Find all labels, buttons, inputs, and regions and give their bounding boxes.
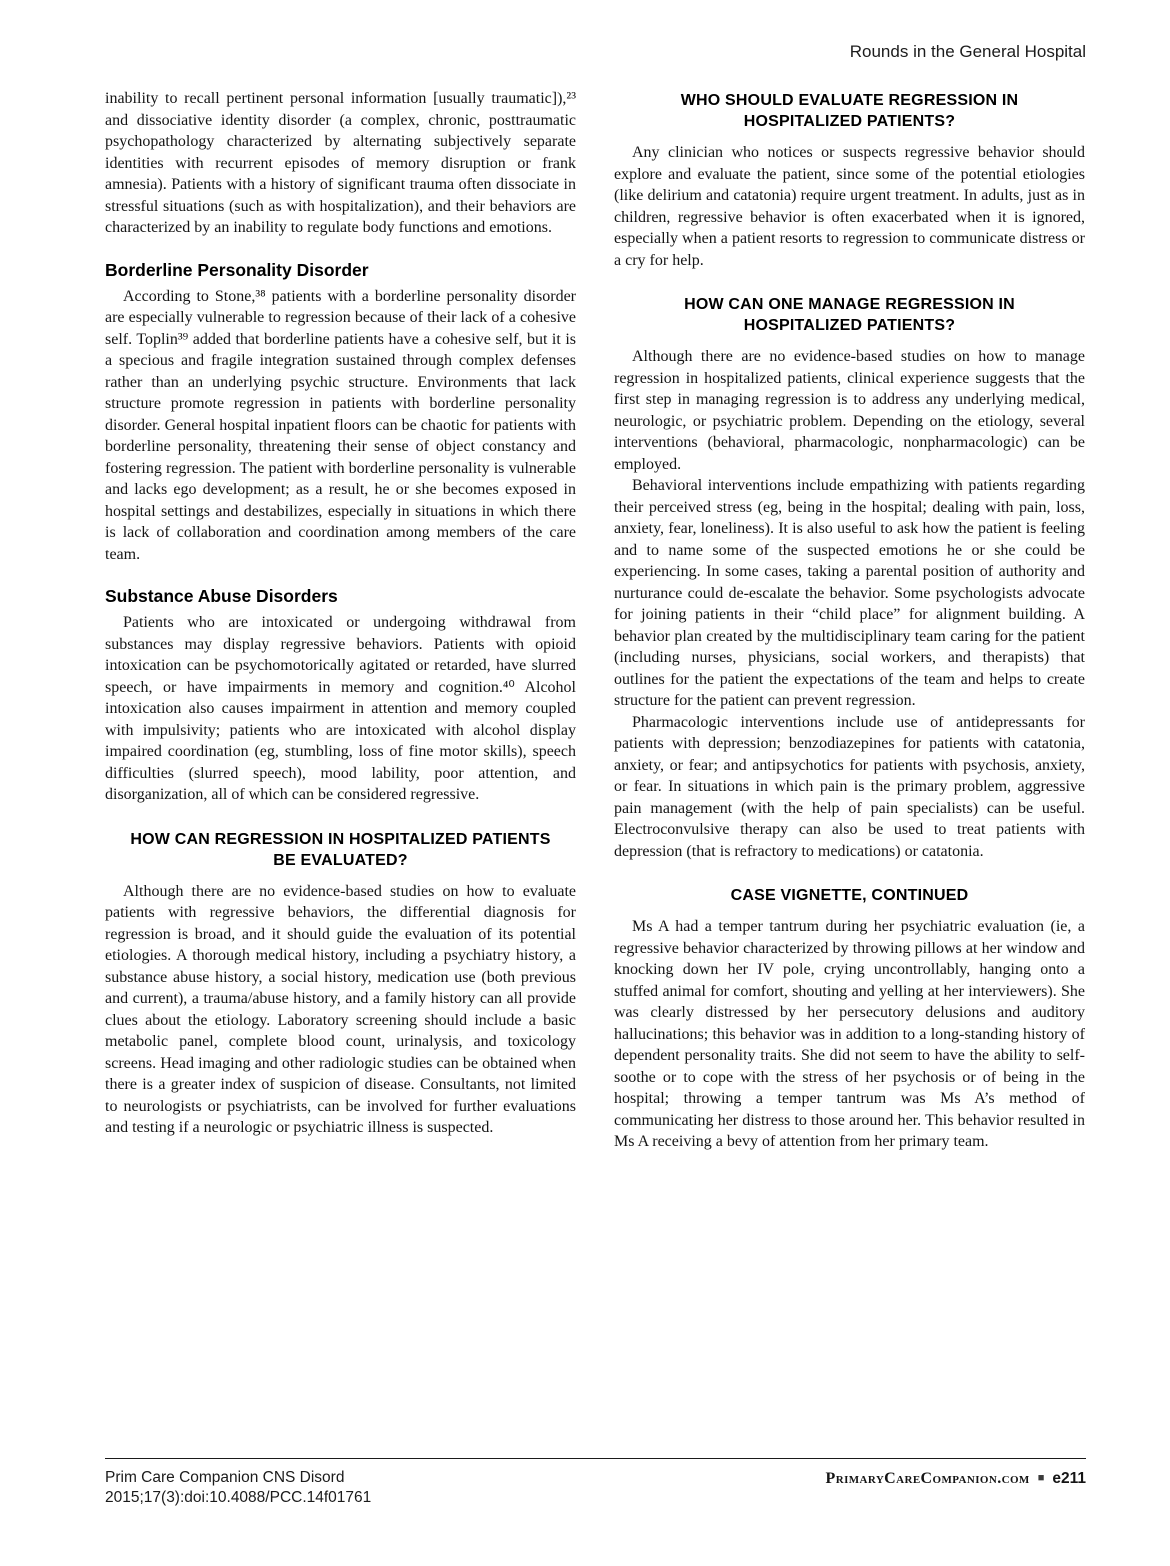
paragraph-evaluated: Although there are no evidence-based studies on how to evaluate patients with regressive behaviors, the differential diagnosis for regression is broad, and it should guide the evaluation of its potential etiologies. A thorough medical history, including a psychiatry history, a substance abuse history, a social history, medication use (both previous and current), a trauma/abuse history, and a family history can all provide clues about the etiology. Laboratory screening should include a basic metabolic panel, complete blood count, urinalysis, and toxicology screens. Head imaging and other radiologic studies can be obtained when there is a greater index of suspicion of disease. Consultants, not limited to neurologists or psychiatrists, can be involved for further evaluations and testing if a neurologic or psychiatric illness is suspected. [105,882,576,1136]
journal-website: PrimaryCareCompanion.com [825,1470,1030,1487]
paragraph-vignette: Ms A had a temper tantrum during her psychiatric evaluation (ie, a regressive behavior characterized by throwing pillows at her window and knocking down her IV pole, crying uncontrollably, hanging onto a stuffed animal for comfort, shouting and yelling at her interviewers). She was clearly distressed by her persecutory delusions and auditory hallucinations; this behavior was in addition to a long-standing history of dependent personality traits. She did not seem to have the ability to self-soothe or to cope with the stress of her psychosis or of being in the hospital; throwing a temper tantrum was Ms A’s method of communicating her distress to those around her. This behavior resulted in Ms A receiving a bevy of attention from her primary team. [614,918,1085,1150]
paragraph-substance: Patients who are intoxicated or undergoing withdrawal from substances may display regressive behaviors. Patients with opioid intoxication can be psychomotorically agitated or retarded, have slurred speech, or have impairments in memory and cognition.⁴⁰ Alcohol intoxication also causes impairment in attention and memory coupled with impulsivity; patients who are intoxicated with alcohol display impaired coordination (eg, stumbling, loss of fine motor skills), speech difficulties (slurred speech), mood lability, poor attention, and disorganization, all of which can be considered regressive. [105,614,576,803]
running-title: Rounds in the General Hospital [849,42,1086,61]
paragraph-manage-2: Behavioral interventions include empathizing with patients regarding their perceived stress (eg, being in the hospital; dealing with pain, loss, anxiety, fear, loneliness). It is also useful to ask how the patient is feeling and to name some of the suspected emotions he or she could be experiencing. In some cases, taking a parental position of authority and nurturance could de-escalate the behavior. Some psychologists advocate for joining patients in their “child place” for alignment building. A behavior plan created by the multidisciplinary team caring for the patient (including nurses, physicians, social workers, and therapists) that outlines for the patient the expectations of the team and helps to create structure for the patient can prevent regression. [614,477,1085,709]
section-heading-who-should-evaluate: WHO SHOULD EVALUATE REGRESSION IN HOSPITALIZED PATIENTS? [680,92,1019,130]
paragraph-borderline: According to Stone,³⁸ patients with a borderline personality disorder are especially vulnerable to regression because of their lack of a cohesive self. Toplin³⁹ added that borderline patients have a cohesive self, but it is a specious and fragile integration sustained through complex defenses rather than an underlying psychic structure. Environments that lack structure promote regression in patients with borderline personality disorder. General hospital inpatient floors can be chaotic for patients with borderline personality, threatening their sense of object constancy and fostering regression. The patient with borderline personality is vulnerable and lacks ego development; as a result, he or she becomes exposed in hospital settings and destabilizes, especially in situations in which there is lack of collaboration and coordination among members of the care team. [105,287,576,563]
square-separator-icon: ■ [1037,1472,1045,1484]
paragraph-manage-3: Pharmacologic interventions include use of antidepressants for patients with depression; benzodiazepines for patients with catatonia, anxiety, or fear; and antipsychotics for patients with psychosis, anxiety, or fear. In situations in which pain is the primary problem, aggressive pain management (with the help of pain specialists) can be useful. Electroconvulsive therapy can also be used to treat patients with depression (that is refractory to medications) or catatonia. [614,713,1085,860]
section-heading-borderline-personality: Borderline Personality Disorder [105,259,369,280]
section-heading-substance-abuse: Substance Abuse Disorders [105,586,338,606]
journal-citation [105,1468,371,1508]
right-column [614,88,1085,1153]
running-header [105,42,1086,62]
section-heading-how-evaluated: HOW CAN REGRESSION IN HOSPITALIZED PATIENTS BE EVALUATED? [130,830,551,869]
section-heading-how-manage: HOW CAN ONE MANAGE REGRESSION IN HOSPITALIZED PATIENTS? [684,296,1015,334]
paragraph-who-should: Any clinician who notices or suspects regressive behavior should explore and evaluate the patient, since some of the potential etiologies (like delirium and catatonia) require urgent treatment. In adults, just as in children, regressive behavior is often exacerbated when it is ignored, especially when a patient resorts to regression to communicate distress or a cry for help. [614,144,1085,269]
footer-rule [105,1458,1086,1459]
footer-right [826,1468,1086,1488]
left-column [105,88,576,1153]
paragraph-manage-1: Although there are no evidence-based studies on how to manage regression in hospitalized patients, clinical experience suggests that the first step in managing regression is to address any underlying medical, neurologic, or psychiatric problem. Depending on the etiology, several interventions (behavioral, pharmacologic, nonpharmacologic) can be employed. [614,348,1085,473]
journal-doi: 2015;17(3):doi:10.4088/PCC.14f01761 [105,1489,372,1506]
article-body [105,88,1086,1153]
page-footer [105,1458,1086,1508]
journal-name: Prim Care Companion CNS Disord [105,1469,345,1486]
footer-row [105,1468,1086,1508]
page-number: e211 [1052,1470,1086,1487]
section-heading-case-vignette: CASE VIGNETTE, CONTINUED [730,887,969,904]
paragraph-continuation: inability to recall pertinent personal information [usually traumatic]),²³ and dissociative identity disorder (a complex, chronic, posttraumatic psychopathology characterized by alternating subjectively separate identities with recurrent episodes of memory disruption or frank amnesia). Patients with a history of significant trauma often dissociate in stressful situations (such as with hospitalization), and their behaviors are characterized by an inability to regulate body functions and emotions. [105,90,576,236]
